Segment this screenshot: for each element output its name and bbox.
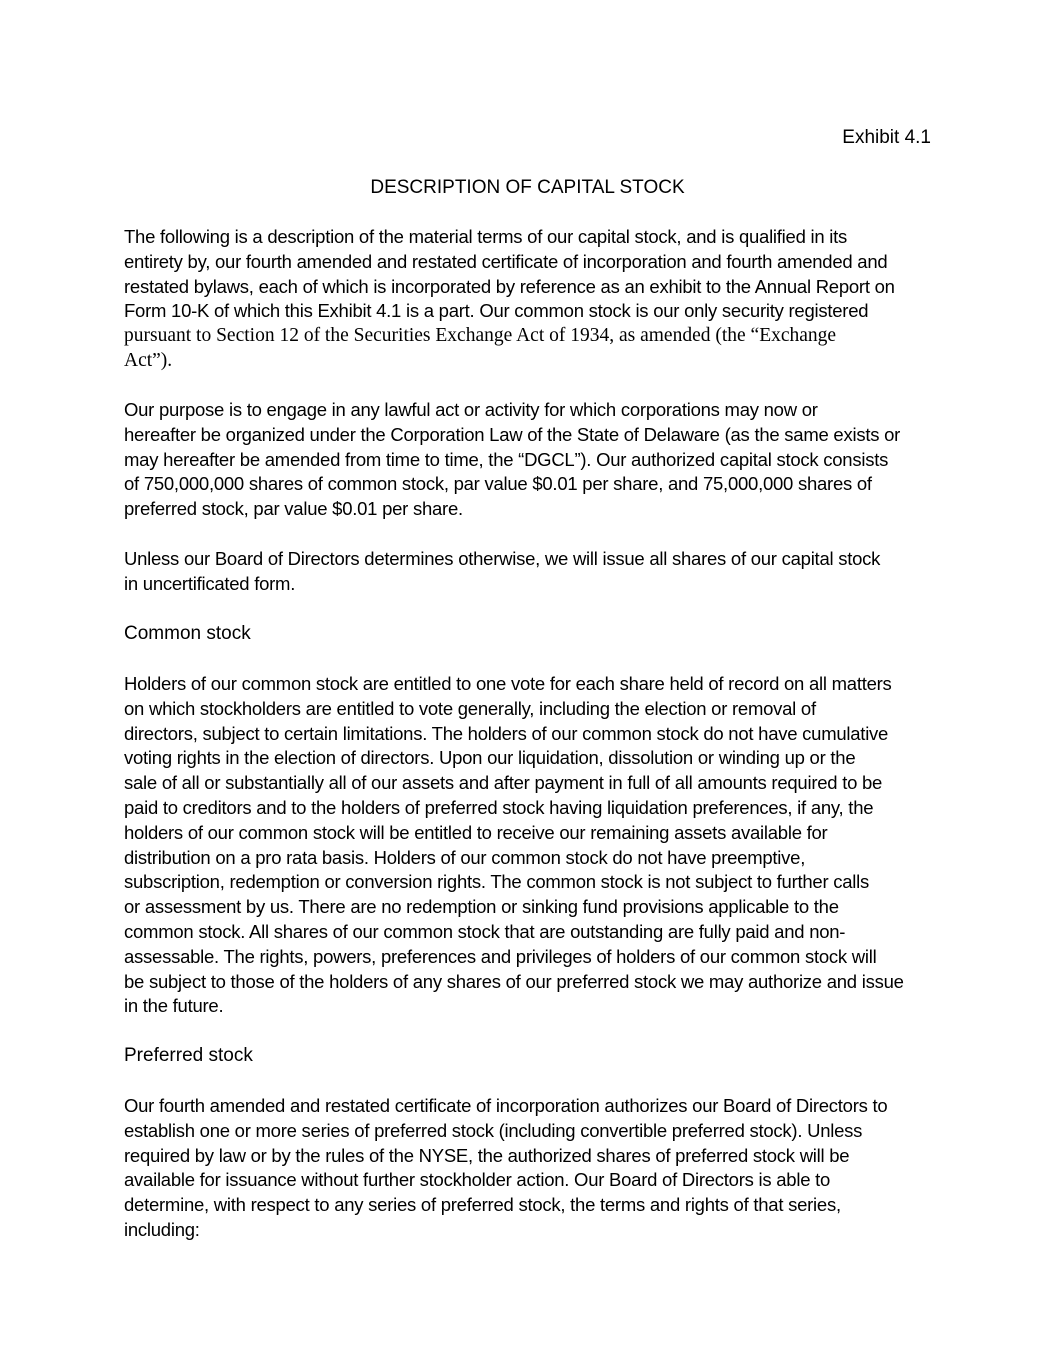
paragraph-line: entirety by, our fourth amended and restated certificate of incorporation and fourth amended and — [124, 250, 888, 272]
paragraph-line: holders of our common stock will be entitled to receive our remaining assets available for — [124, 821, 828, 843]
purpose-paragraph — [124, 398, 936, 522]
paragraph-line: voting rights in the election of directors. Upon our liquidation, dissolution or winding up or the — [124, 747, 856, 769]
paragraph-line: determine, with respect to any series of preferred stock, the terms and rights of that series, — [124, 1194, 841, 1216]
paragraph-line: including: — [124, 1218, 200, 1240]
preferred-stock-heading: Preferred stock — [124, 1045, 253, 1066]
document-title: DESCRIPTION OF CAPITAL STOCK — [370, 177, 685, 198]
paragraph-line: Act”). — [124, 349, 173, 371]
paragraph-line: hereafter be organized under the Corporation Law of the State of Delaware (as the same exists or — [124, 423, 901, 445]
paragraph-line: of 750,000,000 shares of common stock, par value $0.01 per share, and 75,000,000 shares of — [124, 473, 872, 495]
paragraph-line: sale of all or substantially all of our assets and after payment in full of all amounts required to be — [124, 772, 883, 794]
paragraph-line: in the future. — [124, 995, 224, 1017]
paragraph-line: pursuant to Section 12 of the Securities Exchange Act of 1934, as amended (the “Exchange — [124, 325, 837, 347]
uncertificated-paragraph — [124, 547, 936, 597]
paragraph-line: assessable. The rights, powers, preferences and privileges of holders of our common stock will — [124, 945, 877, 967]
preferred-stock-paragraph — [124, 1094, 936, 1243]
paragraph-line: directors, subject to certain limitations. The holders of our common stock do not have cumulative — [124, 722, 889, 744]
paragraph-line: subscription, redemption or conversion rights. The common stock is not subject to further calls — [124, 871, 870, 893]
paragraph-line: may hereafter be amended from time to time, the “DGCL”). Our authorized capital stock consists — [124, 448, 889, 470]
paragraph-line: be subject to those of the holders of any shares of our preferred stock we may authorize and issue — [124, 970, 904, 992]
paragraph-line: Unless our Board of Directors determines otherwise, we will issue all shares of our capital stock — [124, 548, 881, 569]
paragraph-line: paid to creditors and to the holders of preferred stock having liquidation preferences, if any, the — [124, 796, 874, 818]
paragraph-line: The following is a description of the material terms of our capital stock, and is qualified in its — [124, 226, 848, 247]
paragraph-line: Our purpose is to engage in any lawful act or activity for which corporations may now or — [124, 399, 818, 420]
paragraph-line: on which stockholders are entitled to vote generally, including the election or removal of — [124, 697, 816, 719]
common-stock-heading: Common stock — [124, 623, 251, 644]
paragraph-line: in uncertificated form. — [124, 572, 296, 594]
paragraph-line: Holders of our common stock are entitled to one vote for each share held of record on all matters — [124, 673, 892, 694]
paragraph-line: available for issuance without further stockholder action. Our Board of Directors is able to — [124, 1169, 831, 1191]
paragraph-line: common stock. All shares of our common stock that are outstanding are fully paid and non- — [124, 920, 846, 942]
paragraph-line: establish one or more series of preferred stock (including convertible preferred stock). Unless — [124, 1119, 863, 1141]
paragraph-line: distribution on a pro rata basis. Holders of our common stock do not have preemptive, — [124, 846, 806, 868]
paragraph-line: preferred stock, par value $0.01 per share. — [124, 498, 463, 520]
paragraph-line: required by law or by the rules of the NYSE, the authorized shares of preferred stock will be — [124, 1144, 850, 1166]
paragraph-line: Our fourth amended and restated certificate of incorporation authorizes our Board of Directors to — [124, 1095, 888, 1116]
intro-paragraph — [124, 225, 936, 374]
paragraph-line: or assessment by us. There are no redemption or sinking fund provisions applicable to the — [124, 896, 839, 918]
paragraph-line: restated bylaws, each of which is incorporated by reference as an exhibit to the Annual Report on — [124, 275, 895, 297]
paragraph-line: Form 10-K of which this Exhibit 4.1 is a part. Our common stock is our only security registered — [124, 300, 869, 322]
common-stock-paragraph — [124, 672, 936, 1019]
exhibit-label: Exhibit 4.1 — [842, 127, 931, 148]
